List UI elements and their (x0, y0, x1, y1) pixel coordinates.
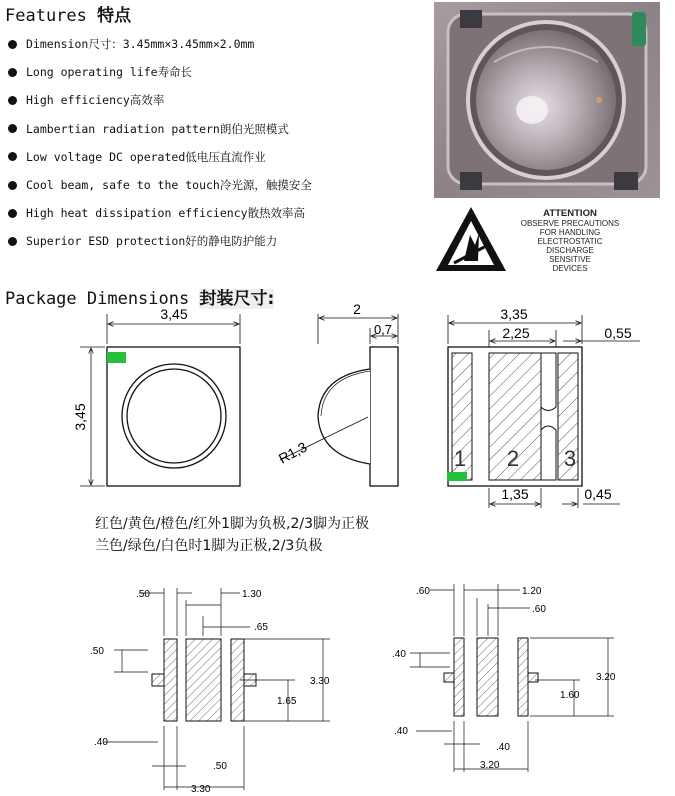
back-view (447, 306, 640, 508)
polarity-note-2: 兰色/绿色/白色时1脚为正极,2/3负极 (95, 538, 323, 554)
bullet-icon (8, 124, 17, 133)
dim-pad-edge: 0,45 (584, 486, 612, 502)
pin-2-label: 2 (506, 446, 520, 471)
dim-back-edge: 0,55 (604, 325, 632, 341)
feature-item-life: Long operating life 寿命长 (5, 58, 312, 86)
dim-b-040-left: .40 (392, 649, 406, 660)
pin-1-label: 1 (453, 446, 467, 471)
bullet-icon (8, 237, 17, 246)
polarity-note-1: 红色/黄色/橙色/红外1脚为负极,2/3脚为正极 (95, 516, 370, 532)
bullet-icon (8, 152, 17, 161)
feature-item-heat: High heat dissipation efficiency 散热效率高 (5, 199, 312, 227)
bullet-icon (8, 40, 17, 49)
footprint-b-drawing (380, 576, 650, 796)
package-drawing (0, 300, 675, 520)
polarity-mark (632, 12, 646, 46)
dim-b-320-right: 3.20 (596, 672, 616, 683)
dim-b-060-top: .60 (416, 586, 430, 597)
polarity-mark (447, 472, 467, 481)
dim-b-060-mid: .60 (532, 604, 546, 615)
dim-back-inner: 2,25 (502, 325, 530, 341)
top-view (72, 306, 240, 486)
polarity-mark (107, 352, 126, 363)
dim-back-width: 3,35 (500, 306, 528, 322)
led-product-photo (434, 2, 660, 198)
feature-item-low-voltage: Low voltage DC operated 低电压直流作业 (5, 143, 312, 171)
bullet-icon (8, 209, 17, 218)
bullet-icon (8, 68, 17, 77)
dim-side-height: 2 (353, 301, 361, 317)
features-heading (5, 1, 131, 26)
dim-a-040: .40 (94, 737, 108, 748)
pin-3-label: 3 (563, 446, 577, 471)
feature-list (5, 30, 312, 256)
dim-a-050-bottom: .50 (213, 761, 227, 772)
dim-left-height: 3,45 (72, 403, 88, 431)
dim-top-width: 3,45 (160, 306, 188, 322)
dim-b-040-lower: .40 (394, 726, 408, 737)
esd-warning-icon (434, 205, 508, 273)
dim-b-040-bottom: .40 (496, 742, 510, 753)
dim-a-165: 1.65 (277, 696, 297, 707)
feature-item-dimension: Dimension 尺寸：3.45mm×3.45mm×2.0mm (5, 30, 312, 58)
dim-a-065: .65 (254, 622, 268, 633)
dim-b-160: 1.60 (560, 690, 580, 701)
dim-a-130: 1.30 (242, 589, 262, 600)
dim-a-330-right: 3.30 (310, 676, 330, 687)
dim-b-320-bottom: 3.20 (480, 760, 500, 771)
features-title-cn: 特点 (97, 6, 132, 26)
dim-side-step: 0,7 (373, 322, 393, 337)
footprint-a-drawing (80, 576, 350, 796)
bullet-icon (8, 181, 17, 190)
dim-a-050-left: .50 (90, 646, 104, 657)
dim-a-330-bottom: 3.30 (191, 784, 211, 795)
features-title-en: Features (5, 6, 87, 26)
feature-item-cool-beam: Cool beam, safe to the touch 冷光源，触摸安全 (5, 171, 312, 199)
dim-b-120: 1.20 (522, 586, 542, 597)
feature-item-lambertian: Lambertian radiation pattern 朗伯光照模式 (5, 115, 312, 143)
feature-item-efficiency: High efficiency 高效率 (5, 86, 312, 114)
bullet-icon (8, 96, 17, 105)
dim-radius: R1,3 (275, 438, 310, 467)
side-view (276, 301, 398, 486)
dim-a-050-top: .50 (136, 589, 150, 600)
dim-pad-width: 1,35 (501, 486, 529, 502)
esd-attention: ATTENTION OBSERVE PRECAUTIONS FOR HANDLING ELECTROSTATIC DISCHARGE SENSITIVE DEVICES (520, 208, 620, 273)
package-dimensions-heading: Package Dimensions 封装尺寸: (5, 289, 275, 309)
feature-item-esd: Superior ESD protection 好的静电防护能力 (5, 227, 312, 255)
